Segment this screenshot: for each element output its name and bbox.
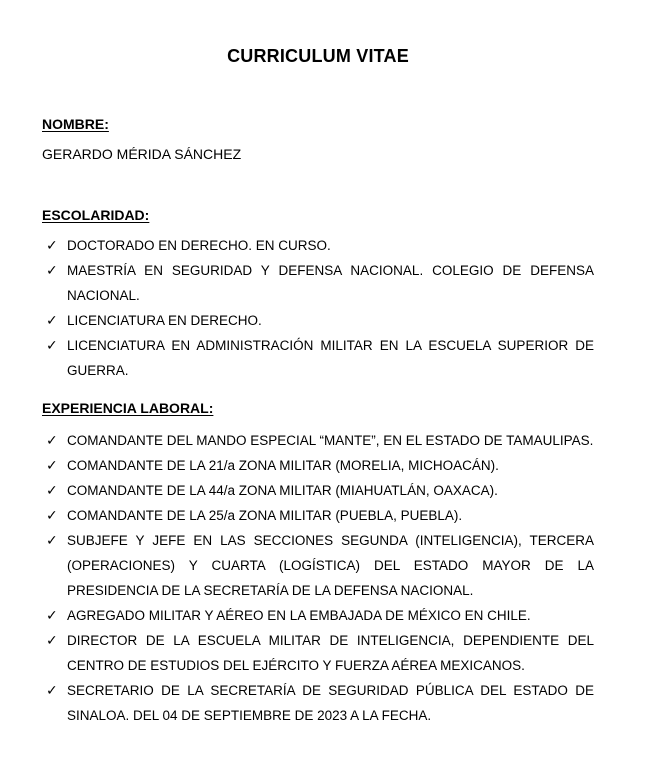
list-item bbox=[44, 603, 594, 628]
check-icon: ✓ bbox=[46, 482, 58, 498]
list-item bbox=[44, 678, 594, 728]
list-item bbox=[44, 528, 594, 603]
escolaridad-list bbox=[44, 233, 594, 383]
document-title: CURRICULUM VITAE bbox=[227, 46, 409, 66]
list-item bbox=[44, 333, 594, 383]
check-icon: ✓ bbox=[46, 632, 58, 648]
list-item bbox=[44, 258, 594, 308]
check-icon: ✓ bbox=[46, 262, 58, 278]
list-item bbox=[44, 308, 594, 333]
experiencia-item-text: COMANDANTE DEL MANDO ESPECIAL “MANTE”, EN EL ESTADO DE TAMAULIPAS. bbox=[67, 433, 594, 448]
check-icon: ✓ bbox=[46, 607, 58, 623]
list-item bbox=[44, 233, 594, 258]
escolaridad-heading: ESCOLARIDAD: bbox=[42, 207, 150, 223]
experiencia-list bbox=[44, 428, 594, 728]
nombre-heading: NOMBRE: bbox=[42, 116, 109, 132]
experiencia-item-text: SECRETARIO DE LA SECRETARÍA DE SEGURIDAD PÚBLICA DEL ESTADO DE SINALOA. DEL 04 DE SEPTIEMBRE DE 2023 A LA FECHA. bbox=[67, 683, 594, 723]
experiencia-item-text: COMANDANTE DE LA 44/a ZONA MILITAR (MIAHUATLÁN, OAXACA). bbox=[67, 483, 498, 498]
list-item bbox=[44, 453, 594, 478]
check-icon: ✓ bbox=[46, 532, 58, 548]
escolaridad-item-text: MAESTRÍA EN SEGURIDAD Y DEFENSA NACIONAL. COLEGIO DE DEFENSA NACIONAL. bbox=[67, 263, 594, 303]
list-item bbox=[44, 628, 594, 678]
check-icon: ✓ bbox=[46, 237, 58, 253]
list-item bbox=[44, 478, 594, 503]
experiencia-item-text: SUBJEFE Y JEFE EN LAS SECCIONES SEGUNDA (INTELIGENCIA), TERCERA (OPERACIONES) Y CUARTA (LOGÍSTICA) DEL ESTADO MAYOR DE LA PRESIDENCIA DE LA SECRETARÍA DE LA DEFENSA NACIONAL. bbox=[67, 533, 594, 598]
check-icon: ✓ bbox=[46, 457, 58, 473]
list-item bbox=[44, 428, 594, 453]
escolaridad-item-text: LICENCIATURA EN ADMINISTRACIÓN MILITAR EN LA ESCUELA SUPERIOR DE GUERRA. bbox=[67, 338, 594, 378]
check-icon: ✓ bbox=[46, 507, 58, 523]
escolaridad-item-text: LICENCIATURA EN DERECHO. bbox=[67, 313, 262, 328]
experiencia-item-text: COMANDANTE DE LA 21/a ZONA MILITAR (MORELIA, MICHOACÁN). bbox=[67, 458, 499, 473]
check-icon: ✓ bbox=[46, 682, 58, 698]
check-icon: ✓ bbox=[46, 337, 58, 353]
check-icon: ✓ bbox=[46, 432, 58, 448]
experiencia-heading: EXPERIENCIA LABORAL: bbox=[42, 400, 214, 416]
experiencia-item-text: DIRECTOR DE LA ESCUELA MILITAR DE INTELIGENCIA, DEPENDIENTE DEL CENTRO DE ESTUDIOS DEL EJÉRCITO Y FUERZA AÉREA MEXICANOS. bbox=[67, 633, 594, 673]
check-icon: ✓ bbox=[46, 312, 58, 328]
nombre-value: GERARDO MÉRIDA SÁNCHEZ bbox=[42, 146, 242, 162]
experiencia-item-text: COMANDANTE DE LA 25/a ZONA MILITAR (PUEBLA, PUEBLA). bbox=[67, 508, 463, 523]
list-item bbox=[44, 503, 594, 528]
escolaridad-item-text: DOCTORADO EN DERECHO. EN CURSO. bbox=[67, 238, 331, 253]
experiencia-item-text: AGREGADO MILITAR Y AÉREO EN LA EMBAJADA DE MÉXICO EN CHILE. bbox=[67, 608, 531, 623]
